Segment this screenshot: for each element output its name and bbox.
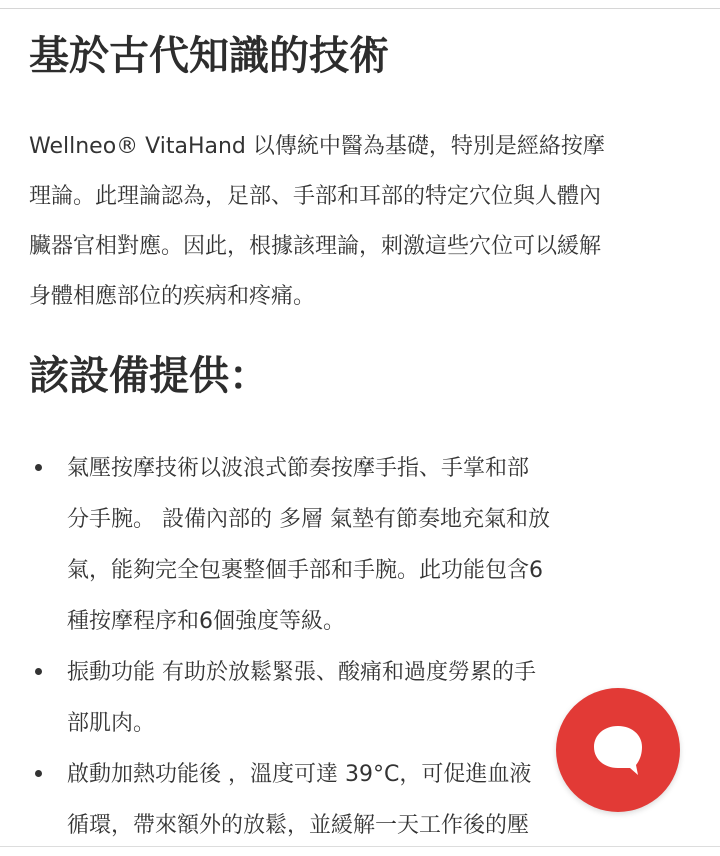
bullet-icon (35, 464, 42, 471)
list-item-line: 啟動加熱功能後 ，溫度可達 39°C，可促進血液 (67, 762, 532, 787)
list-item-line: 氣壓按摩技術以波浪式節奏按摩手指、手掌和部 (67, 456, 530, 481)
bullet-icon (35, 668, 42, 675)
bottom-divider (0, 846, 720, 847)
list-item-line: 分手腕。 設備內部的 多層 氣墊有節奏地充氣和放 (67, 507, 550, 532)
chat-button[interactable] (556, 688, 680, 812)
intro-line: Wellneo® VitaHand 以傳統中醫為基礎，特別是經絡按摩 (29, 134, 605, 159)
intro-line: 理論。此理論認為，足部、手部和耳部的特定穴位與人體內 (29, 184, 602, 209)
section-heading-technology: 基於古代知識的技術 (29, 33, 389, 79)
list-item (29, 443, 699, 647)
section-heading-features: 該設備提供： (29, 353, 269, 399)
list-item-line: 振動功能 有助於放鬆緊張、酸痛和過度勞累的手 (67, 660, 536, 685)
list-item-line: 循環，帶來額外的放鬆，並緩解一天工作後的壓 (67, 813, 530, 838)
intro-line: 臟器官相對應。因此，根據該理論，刺激這些穴位可以緩解 (29, 234, 602, 259)
chat-bubble-icon (588, 720, 648, 780)
top-divider (0, 0, 720, 9)
intro-paragraph (29, 122, 689, 322)
intro-line: 身體相應部位的疾病和疼痛。 (29, 284, 316, 309)
list-item-line: 氣，能夠完全包裹整個手部和手腕。此功能包含6 (67, 558, 543, 583)
list-item-line: 種按摩程序和6個強度等級。 (67, 609, 345, 634)
list-item-line: 部肌肉。 (67, 711, 156, 736)
bullet-icon (35, 770, 42, 777)
